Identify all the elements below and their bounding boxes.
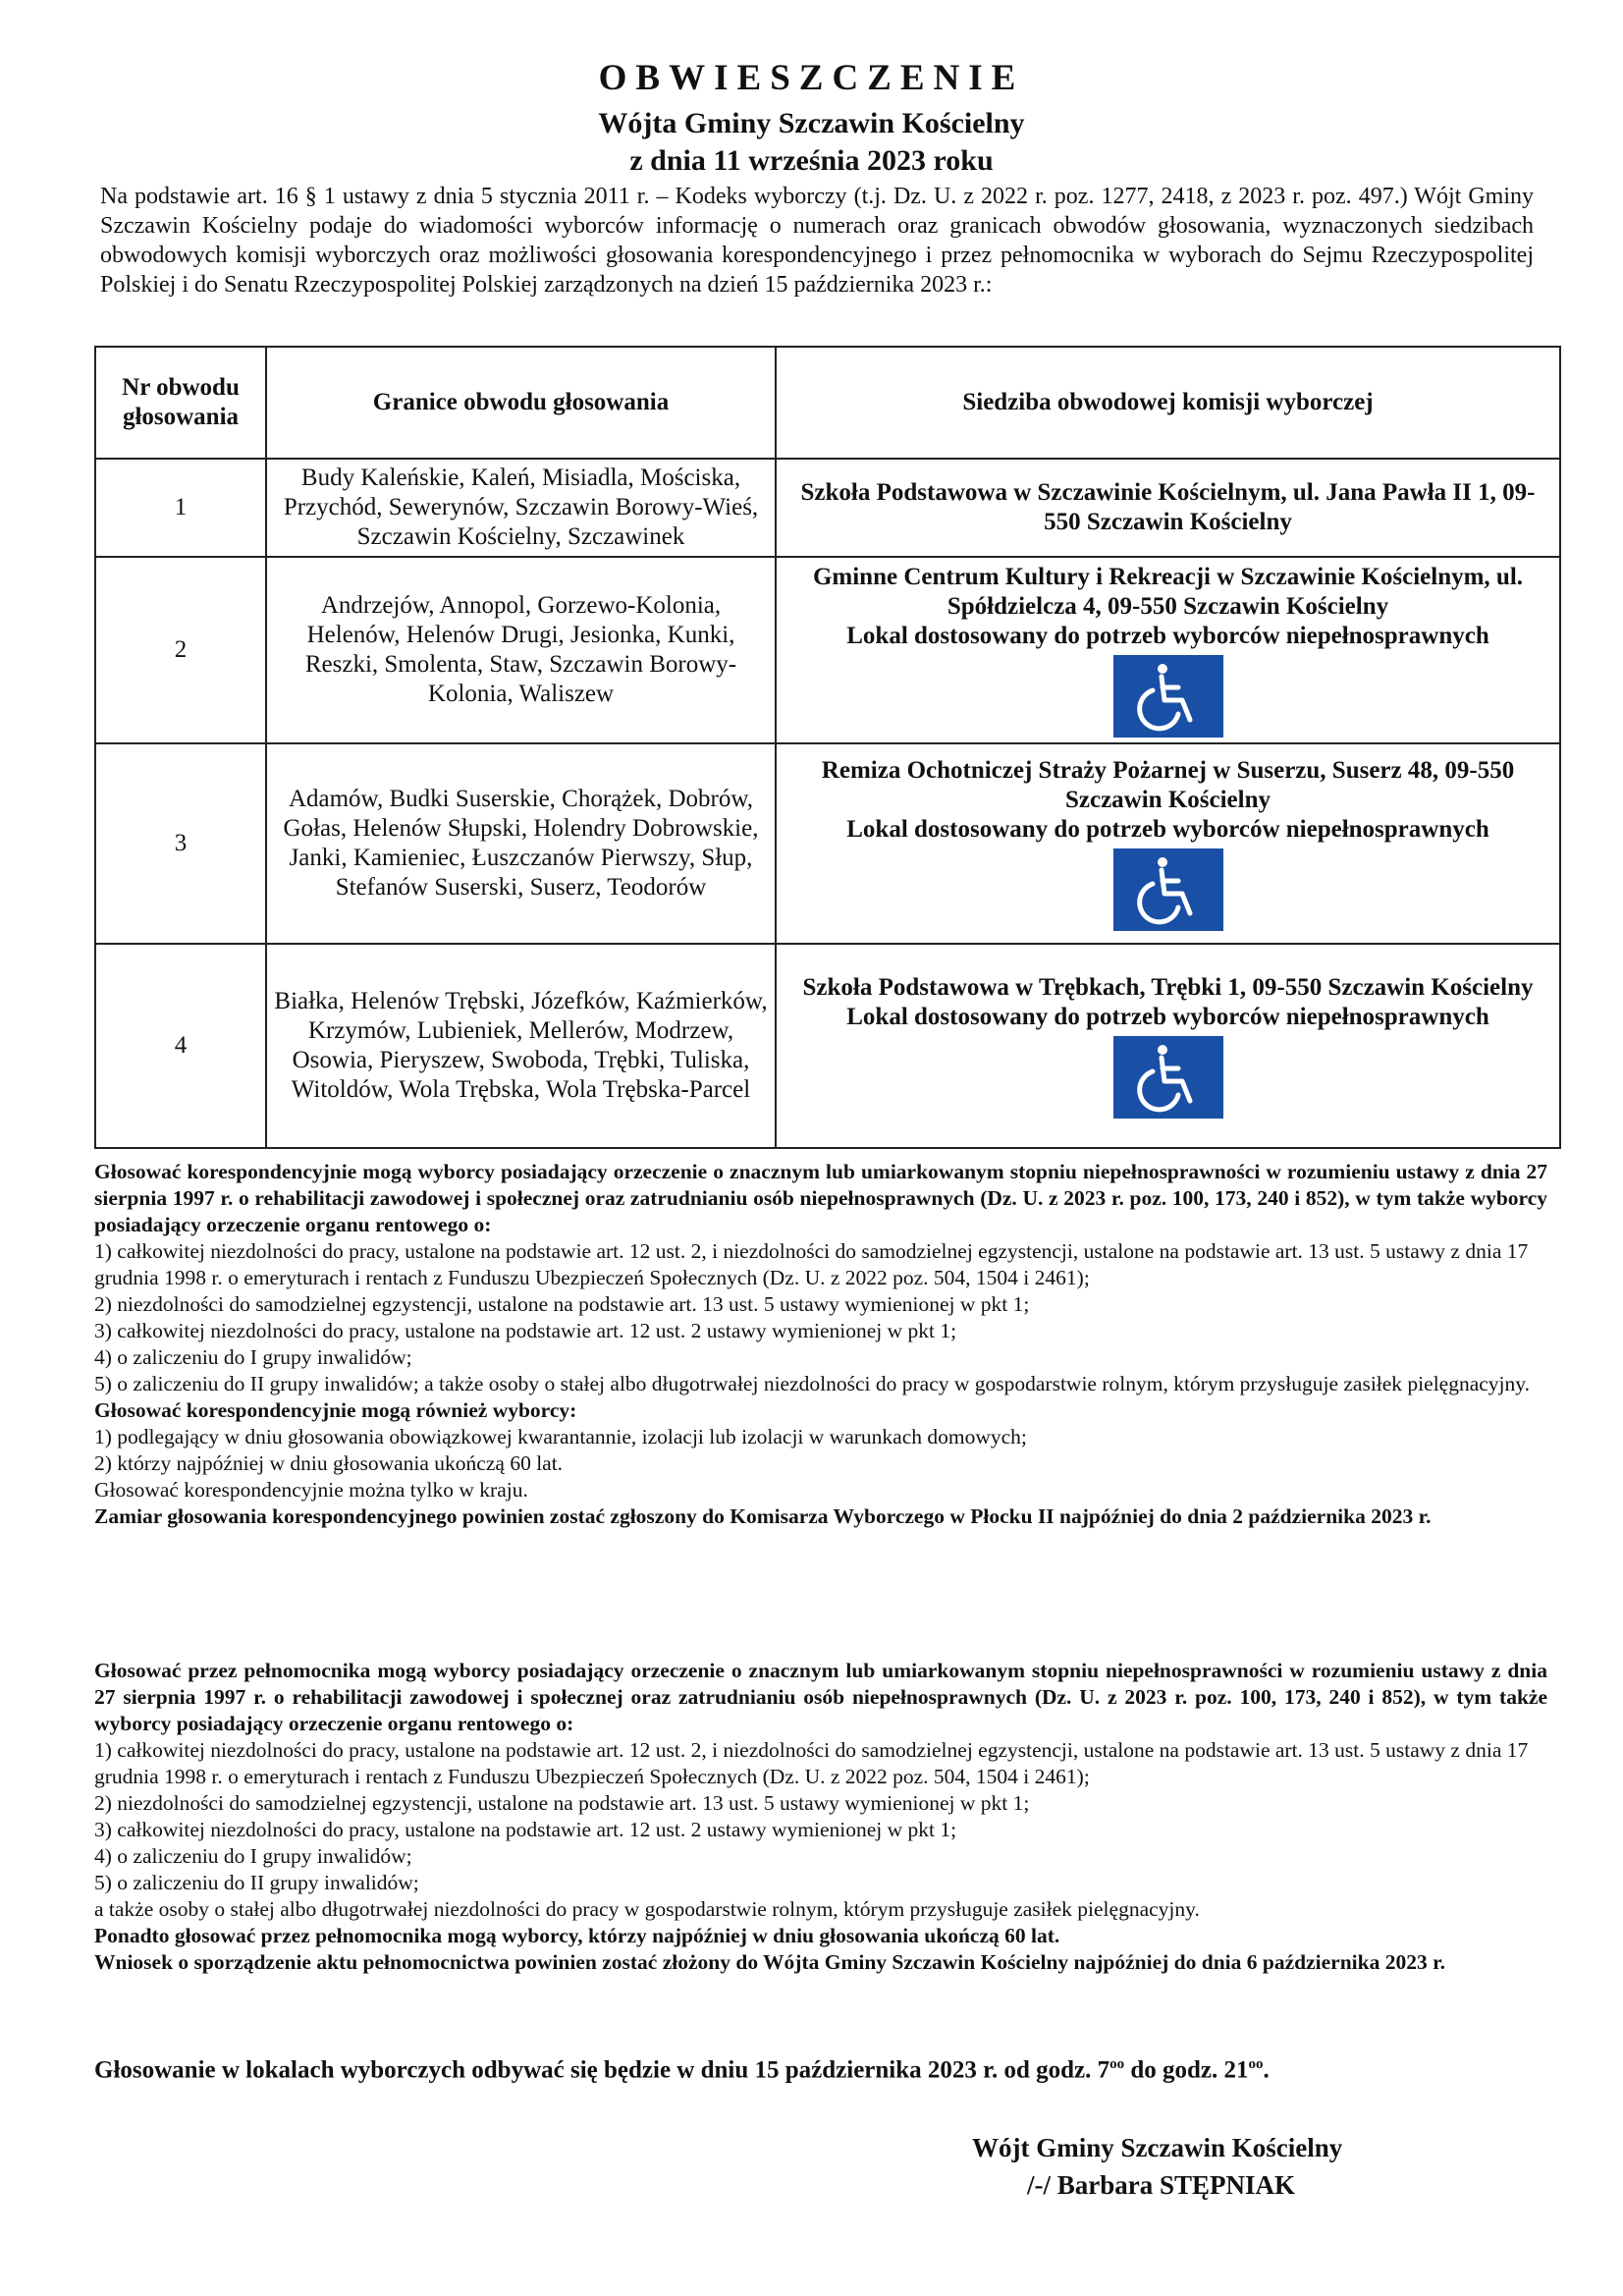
postal-condition-1: 1) całkowitej niezdolności do pracy, ustalone na podstawie art. 12 ust. 2, i niezdolności do samodzielnej egzystencji, ustalone na podstawie art. 13 ust. 5 ustawy z dnia 17 grudnia 1998 r. o emeryturach i rentach z Funduszu Ubezpieczeń Społecznych (Dz. U. z 2022 poz. 504, 1504 i 2461); (94, 1239, 1529, 1289)
district-boundaries: Białka, Helenów Trębski, Józefków, Kaźmierków, Krzymów, Lubieniek, Mellerów, Modrzew, Osowia, Pieryszew, Swoboda, Trębki, Tuliska, Witoldów, Wola Trębska, Wola Trębska-Parcel (266, 944, 776, 1148)
district-number: 3 (95, 743, 266, 944)
districts-table (94, 346, 1561, 1149)
header-siedziba: Siedziba obwodowej komisji wyborczej (776, 347, 1560, 459)
postal-condition-4: 4) o zaliczeniu do I grupy inwalidów; (94, 1345, 412, 1369)
proxy-voting-section (94, 1658, 1547, 1976)
postal-also-2: 2) którzy najpóźniej w dniu głosowania ukończą 60 lat. (94, 1451, 564, 1475)
postal-deadline: Zamiar głosowania korespondencyjnego powinien zostać zgłoszony do Komisarza Wyborczego w Płocku II najpóźniej do dnia 2 października 2023 r. (94, 1504, 1432, 1528)
postal-condition-5: 5) o zaliczeniu do II grupy inwalidów; a także osoby o stałej albo długotrwałej niezdolności do pracy w gospodarstwie rolnym, którym przysługuje zasiłek pielęgnacyjny. (94, 1372, 1530, 1395)
seat-accessibility-note: Lokal dostosowany do potrzeb wyborców niepełnosprawnych (846, 623, 1489, 649)
table-row (95, 743, 1560, 944)
table-header-row (95, 347, 1560, 459)
district-number: 1 (95, 459, 266, 557)
table-row (95, 459, 1560, 557)
seat-address: Szkoła Podstawowa w Trębkach, Trębki 1, 09-550 Szczawin Kościelny (802, 974, 1534, 1001)
district-seat (776, 459, 1560, 557)
district-seat (776, 743, 1560, 944)
postal-voting-section (94, 1159, 1547, 1530)
notice-issuer: Wójta Gminy Szczawin Kościelny (598, 107, 1025, 139)
district-seat (776, 944, 1560, 1148)
wheelchair-icon (1113, 848, 1223, 931)
district-number: 2 (95, 557, 266, 743)
table-row (95, 944, 1560, 1148)
postal-voting-lead: Głosować korespondencyjnie mogą wyborcy posiadający orzeczenie o znacznym lub umiarkowanym stopniu niepełnosprawności w rozumieniu ustawy z dnia 27 sierpnia 1997 r. o rehabilitacji zawodowej i społecznej oraz zatrudnianiu osób niepełnosprawnych (Dz. U. z 2023 r. poz. 100, 173, 240 i 852), w tym także wyborcy posiadający orzeczenie organu rentowego o: (94, 1160, 1547, 1236)
table-row (95, 557, 1560, 743)
seat-address: Gminne Centrum Kultury i Rekreacji w Szczawinie Kościelnym, ul. Spółdzielcza 4, 09-550 Szczawin Kościelny (812, 564, 1524, 620)
district-seat (776, 557, 1560, 743)
postal-country-note: Głosować korespondencyjnie można tylko w kraju. (94, 1478, 528, 1502)
seat-accessibility-note: Lokal dostosowany do potrzeb wyborców niepełnosprawnych (846, 816, 1489, 843)
signature-name: /-/ Barbara STĘPNIAK (1027, 2170, 1296, 2200)
proxy-condition-3: 3) całkowitej niezdolności do pracy, ustalone na podstawie art. 12 ust. 2 ustawy wymienionej w pkt 1; (94, 1818, 957, 1841)
district-boundaries: Budy Kaleńskie, Kaleń, Misiadla, Mościska, Przychód, Sewerynów, Szczawin Borowy-Wieś, Szczawin Kościelny, Szczawinek (266, 459, 776, 557)
district-boundaries: Adamów, Budki Suserskie, Chorążek, Dobrów, Gołas, Helenów Słupski, Holendry Dobrowskie, Janki, Kamieniec, Łuszczanów Pierwszy, Słup, Stefanów Suserski, Suserz, Teodorów (266, 743, 776, 944)
proxy-condition-2: 2) niezdolności do samodzielnej egzystencji, ustalone na podstawie art. 13 ust. 5 ustawy wymienionej w pkt 1; (94, 1791, 1030, 1815)
proxy-voting-lead: Głosować przez pełnomocnika mogą wyborcy posiadający orzeczenie o znacznym lub umiarkowanym stopniu niepełnosprawności w rozumieniu ustawy z dnia 27 sierpnia 1997 r. o rehabilitacji zawodowej i społecznej oraz zatrudnianiu osób niepełnosprawnych (Dz. U. z 2023 r. poz. 100, 173, 240 i 852), w tym także wyborcy posiadający orzeczenie organu rentowego o: (94, 1659, 1547, 1735)
proxy-age-note: Ponadto głosować przez pełnomocnika mogą wyborcy, którzy najpóźniej w dniu głosowania ukończą 60 lat. (94, 1924, 1060, 1947)
postal-also-lead: Głosować korespondencyjnie mogą również wyborcy: (94, 1398, 577, 1422)
intro-paragraph: Na podstawie art. 16 § 1 ustawy z dnia 5 stycznia 2011 r. – Kodeks wyborczy (t.j. Dz. U. z 2022 r. poz. 1277, 2418, z 2023 r. poz. 497.) Wójt Gminy Szczawin Kościelny podaje do wiadomości wyborców informację o numerach oraz granicach obwodów głosowania, wyznaczonych siedzibach obwodowych komisji wyborczych oraz możliwości głosowania korespondencyjnego i przez pełnomocnika w wyborach do Sejmu Rzeczypospolitej Polskiej i do Senatu Rzeczypospolitej Polskiej zarządzonych na dzień 15 października 2023 r.: (100, 184, 1534, 298)
district-number: 4 (95, 944, 266, 1148)
seat-address: Remiza Ochotniczej Straży Pożarnej w Suserzu, Suserz 48, 09-550 Szczawin Kościelny (821, 757, 1515, 813)
seat-address: Szkoła Podstawowa w Szczawinie Kościelnym, ul. Jana Pawła II 1, 09-550 Szczawin Kościelny (800, 479, 1536, 535)
header-nr: Nr obwodu głosowania (95, 347, 266, 459)
proxy-condition-1: 1) całkowitej niezdolności do pracy, ustalone na podstawie art. 12 ust. 2, i niezdolności do samodzielnej egzystencji, ustalone na podstawie art. 13 ust. 5 ustawy z dnia 17 grudnia 1998 r. o emeryturach i rentach z Funduszu Ubezpieczeń Społecznych (Dz. U. z 2022 poz. 504, 1504 i 2461); (94, 1738, 1529, 1788)
seat-accessibility-note: Lokal dostosowany do potrzeb wyborców niepełnosprawnych (846, 1004, 1489, 1030)
proxy-deadline: Wniosek o sporządzenie aktu pełnomocnictwa powinien zostać złożony do Wójta Gminy Szczawin Kościelny najpóźniej do dnia 6 października 2023 r. (94, 1950, 1446, 1974)
voting-hours-end: . (1263, 2056, 1270, 2084)
postal-condition-2: 2) niezdolności do samodzielnej egzystencji, ustalone na podstawie art. 13 ust. 5 ustawy wymienionej w pkt 1; (94, 1292, 1030, 1316)
notice-title: OBWIESZCZENIE (598, 58, 1025, 98)
header-granice: Granice obwodu głosowania (266, 347, 776, 459)
signature-block (972, 2129, 1342, 2204)
wheelchair-icon (1113, 1036, 1223, 1119)
voting-hours (94, 2056, 1270, 2084)
district-boundaries: Andrzejów, Annopol, Gorzewo-Kolonia, Helenów, Helenów Drugi, Jesionka, Kunki, Reszki, Smolenta, Staw, Szczawin Borowy-Kolonia, Waliszew (266, 557, 776, 743)
proxy-condition-6: a także osoby o stałej albo długotrwałej niezdolności do pracy w gospodarstwie rolnym, którym przysługuje zasiłek pielęgnacyjny. (94, 1897, 1200, 1921)
voting-hours-text: Głosowanie w lokalach wyborczych odbywać się będzie w dniu 15 października 2023 r. od godz. 7 (94, 2056, 1110, 2084)
voting-hours-middle: do godz. 21 (1124, 2056, 1249, 2084)
postal-condition-3: 3) całkowitej niezdolności do pracy, ustalone na podstawie art. 12 ust. 2 ustawy wymienionej w pkt 1; (94, 1319, 957, 1342)
signature-title: Wójt Gminy Szczawin Kościelny (972, 2133, 1343, 2162)
proxy-condition-4: 4) o zaliczeniu do I grupy inwalidów; (94, 1844, 412, 1868)
voting-hours-start-minutes: oo (1109, 2056, 1125, 2072)
proxy-condition-5: 5) o zaliczeniu do II grupy inwalidów; (94, 1871, 419, 1894)
wheelchair-icon (1113, 655, 1223, 738)
notice-date: z dnia 11 września 2023 roku (629, 144, 994, 177)
postal-also-1: 1) podlegający w dniu głosowania obowiązkowej kwarantannie, izolacji lub izolacji w warunkach domowych; (94, 1425, 1027, 1449)
voting-hours-end-minutes: oo (1248, 2056, 1264, 2072)
